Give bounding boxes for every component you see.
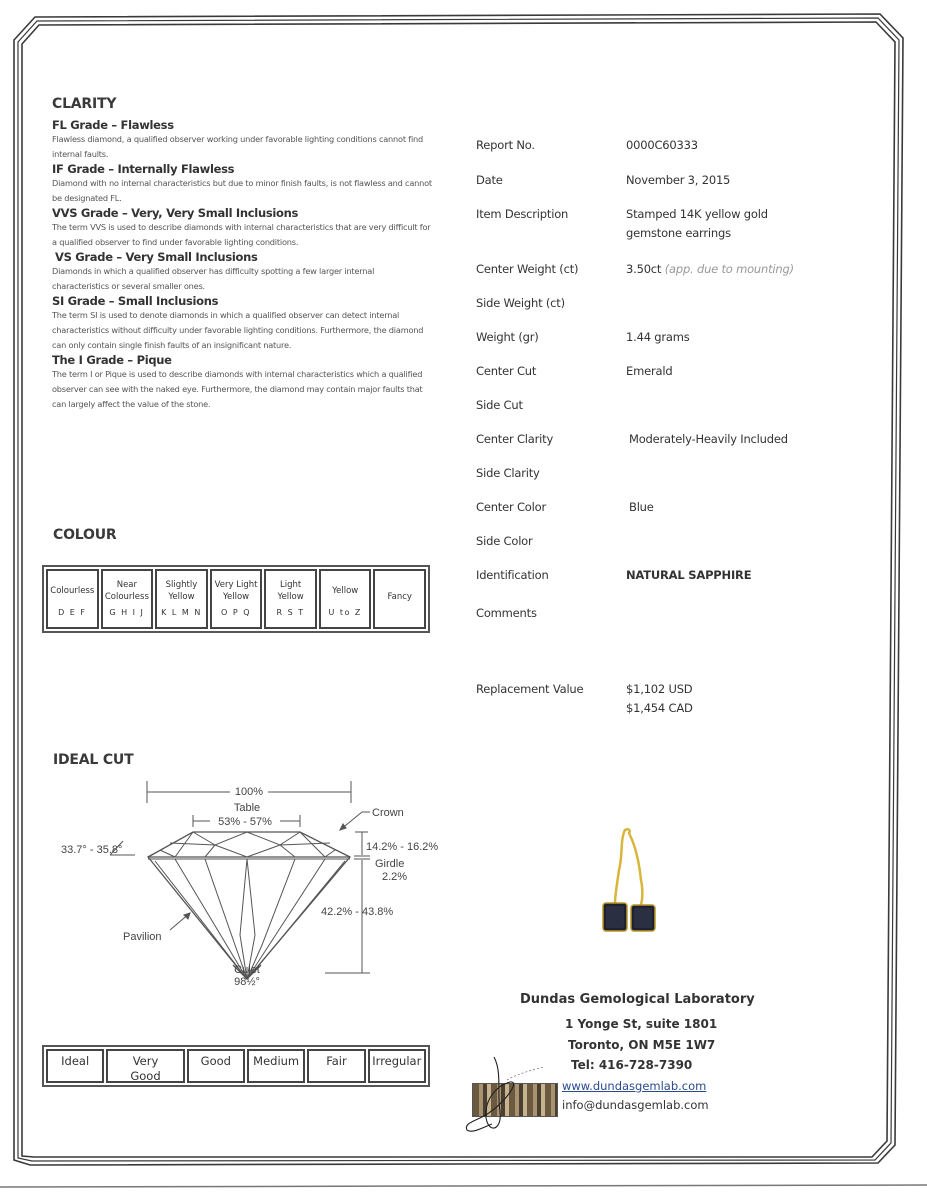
- lab-address-1: 1 Yonge St, suite 1801: [565, 1017, 718, 1031]
- field-value: 1.44 grams: [626, 330, 690, 344]
- signature: [462, 1052, 552, 1137]
- field-label: Item Description: [476, 207, 569, 221]
- colour-name: Yellow: [332, 586, 359, 596]
- diamond-proportions-diagram: [40, 775, 440, 995]
- grade-title: FL Grade – Flawless: [52, 118, 174, 132]
- field-value: Emerald: [626, 364, 673, 378]
- colour-code: R S T: [276, 608, 305, 617]
- crown-label: Crown: [372, 807, 404, 819]
- field-value: 0000C60333: [626, 138, 698, 152]
- cut-grade-cell: Good: [187, 1049, 245, 1083]
- field-value: 3.50ct: [626, 262, 662, 276]
- clarity-grade-i: [52, 353, 432, 412]
- colour-cell-fancy: [373, 569, 426, 629]
- culet-value: 98½°: [234, 976, 260, 988]
- field-label: Replacement Value: [476, 682, 584, 696]
- field-label: Date: [476, 173, 503, 187]
- grade-title: VS Grade – Very Small Inclusions: [55, 250, 258, 264]
- field-label: Weight (gr): [476, 330, 539, 344]
- girdle-label: Girdle: [375, 858, 405, 870]
- field-label: Side Color: [476, 534, 533, 548]
- field-label: Side Clarity: [476, 466, 540, 480]
- grade-text: Flawless diamond, a qualified observer working under favorable lighting conditions cannot find internal faults.: [52, 134, 424, 159]
- cut-grade-cell: Fair: [307, 1049, 365, 1083]
- colour-cell: [264, 569, 317, 629]
- field-value: Moderately-Heavily Included: [629, 432, 788, 446]
- field-value-usd: $1,102 USD: [626, 682, 693, 696]
- grade-title: The I Grade – Pique: [52, 353, 172, 367]
- colour-cell: [319, 569, 372, 629]
- lab-address-2: Toronto, ON M5E 1W7: [568, 1038, 716, 1052]
- ideal-cut-heading: IDEAL CUT: [53, 752, 134, 768]
- pavilion-depth-label: 42.2% - 43.8%: [321, 906, 394, 918]
- colour-code: D E F: [58, 608, 87, 617]
- field-label: Report No.: [476, 138, 535, 152]
- lab-email: info@dundasgemlab.com: [562, 1098, 709, 1112]
- grade-text: Diamonds in which a qualified observer has difficulty spotting a few larger internal characteristics or several smaller ones.: [52, 266, 375, 291]
- table-range-label: 53% - 57%: [218, 816, 272, 828]
- table-label: Table: [233, 802, 261, 814]
- total-width-label: 100%: [234, 786, 264, 798]
- clarity-grade-fl: [52, 118, 432, 162]
- field-value: Blue: [629, 500, 654, 514]
- grade-text: The term I or Pique is used to describe diamonds with internal characteristics which a qualified observer can see with the naked eye. Furthermore, the diamond may contain major faults that can largely affect the value of the stone.: [52, 369, 423, 409]
- colour-cell: [101, 569, 154, 629]
- earrings-photo: [595, 825, 685, 945]
- colour-name: Light Yellow: [277, 580, 304, 602]
- lab-phone: Tel: 416-728-7390: [571, 1058, 693, 1072]
- field-label: Center Cut: [476, 364, 537, 378]
- colour-name: Slightly Yellow: [165, 580, 198, 602]
- colour-code: K L M N: [161, 608, 202, 617]
- grade-text: The term SI is used to denote diamonds in which a qualified observer can detect internal characteristics without difficulty under favorable lighting conditions. Furthermore, the diamond can only contain single finish faults of an insignificant nature.: [52, 310, 424, 350]
- field-label: Side Cut: [476, 398, 523, 412]
- grade-text: The term VVS is used to describe diamonds with internal characteristics that are very difficult for a qualified observer to find under favorable lighting conditions.: [52, 222, 431, 247]
- field-value: Stamped 14K yellow gold: [626, 207, 768, 221]
- colour-cell: [155, 569, 208, 629]
- field-value: NATURAL SAPPHIRE: [626, 568, 752, 582]
- colour-cell: [210, 569, 263, 629]
- clarity-grade-si: [52, 294, 432, 353]
- field-label: Side Weight (ct): [476, 296, 565, 310]
- culet-label-text: Culet: [234, 964, 260, 976]
- lab-website-link[interactable]: www.dundasgemlab.com: [562, 1079, 707, 1093]
- field-label: Center Weight (ct): [476, 262, 579, 276]
- clarity-grade-vvs: [52, 206, 432, 250]
- grade-title: IF Grade – Internally Flawless: [52, 162, 235, 176]
- colour-cell: [46, 569, 99, 629]
- field-label: Center Clarity: [476, 432, 554, 446]
- field-label: Comments: [476, 606, 537, 620]
- field-value: November 3, 2015: [626, 173, 731, 187]
- colour-name: Very Light Yellow: [214, 580, 258, 602]
- colour-name: Colourless: [50, 586, 95, 596]
- field-label: Identification: [476, 568, 549, 582]
- grade-title: SI Grade – Small Inclusions: [52, 294, 219, 308]
- cut-grade-cell: Irregular: [368, 1049, 426, 1083]
- colour-code: O P Q: [221, 608, 252, 617]
- lab-name: Dundas Gemological Laboratory: [520, 992, 755, 1007]
- crown-height-label: 14.2% - 16.2%: [366, 841, 439, 853]
- cut-grade-cell: Medium: [247, 1049, 305, 1083]
- clarity-grade-if: [52, 162, 432, 206]
- crown-angle-label: 33.7° - 35.8°: [61, 844, 123, 856]
- colour-code: G H I J: [109, 608, 145, 617]
- cut-grade-cell: Very Good: [106, 1049, 184, 1083]
- cut-grade-cell: Ideal: [46, 1049, 104, 1083]
- grade-title: VVS Grade – Very, Very Small Inclusions: [52, 206, 299, 220]
- colour-heading: COLOUR: [53, 527, 117, 543]
- field-note: (app. due to mounting): [664, 262, 794, 276]
- clarity-section: [52, 96, 432, 412]
- field-label: Center Color: [476, 500, 546, 514]
- cut-grade-table: [42, 1045, 430, 1087]
- clarity-heading: CLARITY: [52, 96, 117, 112]
- colour-scale-table: [42, 565, 430, 633]
- colour-name: Fancy: [387, 592, 412, 602]
- girdle-value: 2.2%: [382, 871, 408, 883]
- clarity-grade-vs: [52, 250, 432, 294]
- pavilion-label: Pavilion: [123, 931, 162, 943]
- colour-name: Near Colourless: [104, 580, 149, 602]
- field-value-line2: gemstone earrings: [626, 226, 731, 240]
- grade-text: Diamond with no internal characteristics but due to minor finish faults, is not flawless and cannot be designated FL.: [52, 178, 432, 203]
- field-value-cad: $1,454 CAD: [626, 701, 693, 715]
- colour-code: U to Z: [328, 608, 362, 617]
